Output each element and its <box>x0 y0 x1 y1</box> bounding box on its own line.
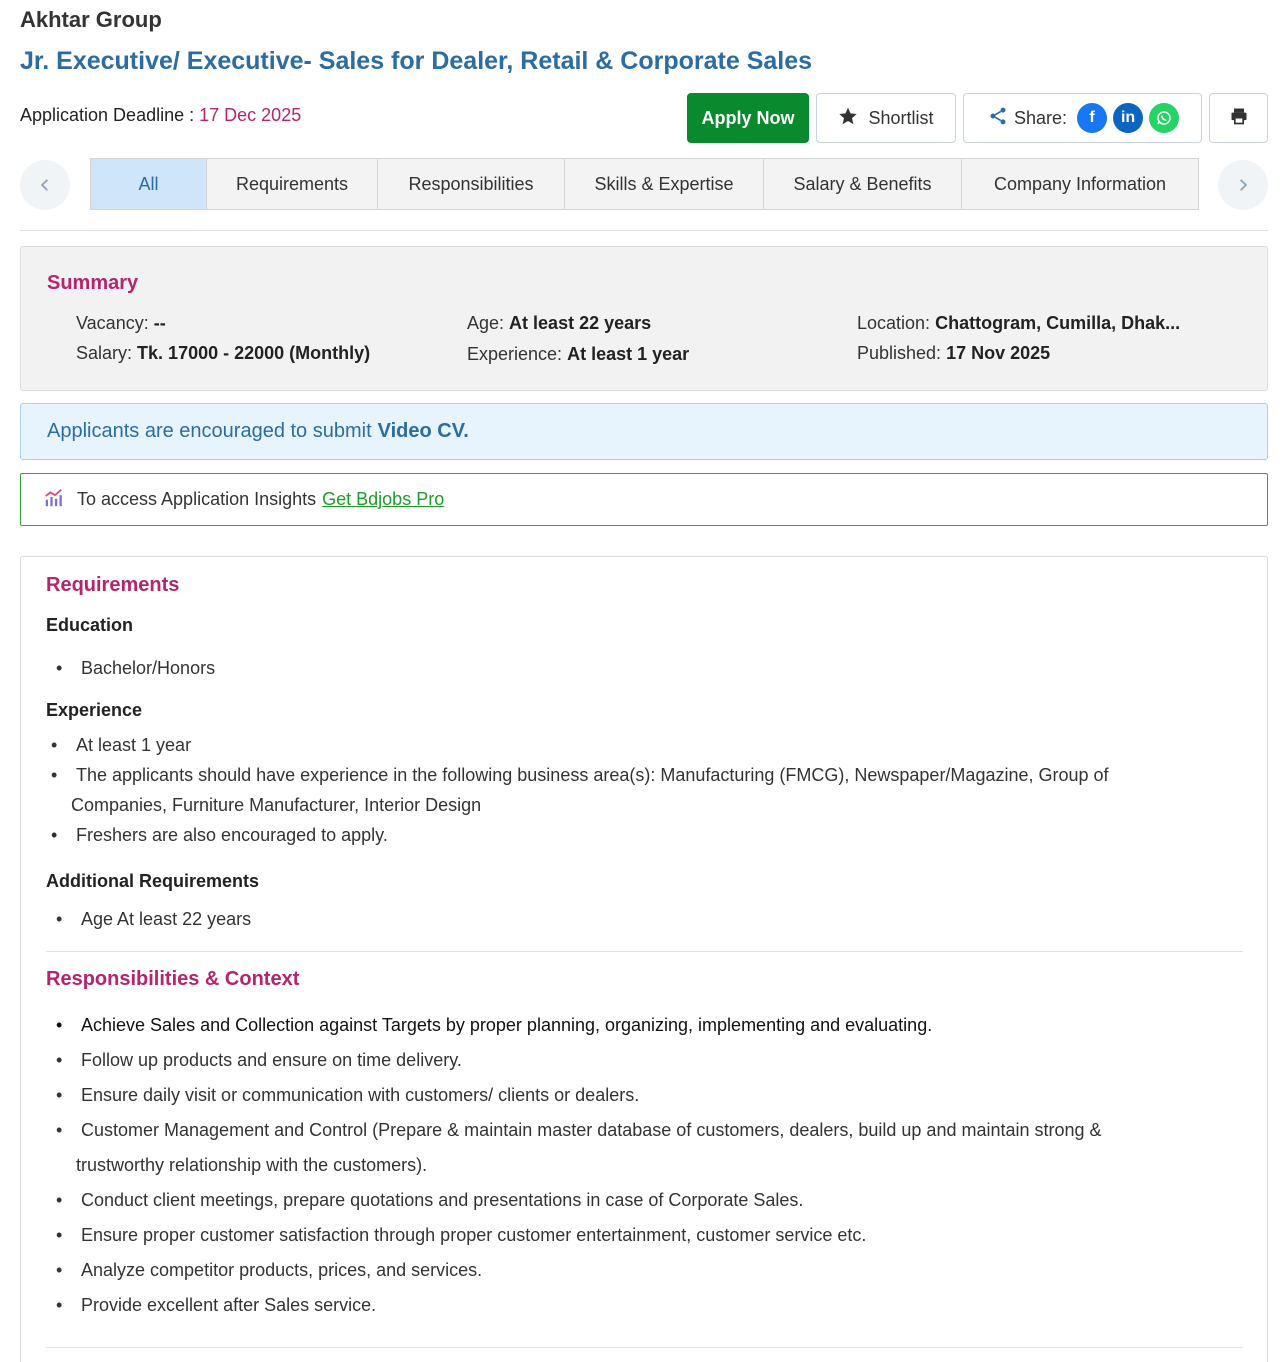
salary-value: Tk. 17000 - 22000 (Monthly) <box>137 343 371 363</box>
list-item: • Achieve Sales and Collection against Targets by proper planning, organizing, implementing and evaluating. <box>56 1015 933 1035</box>
chevron-right-icon <box>1236 172 1250 198</box>
additional-item: Age At least 22 years <box>81 909 252 929</box>
application-deadline <box>20 105 301 126</box>
facebook-icon[interactable]: f <box>1077 103 1107 133</box>
list-item: • Conduct client meetings, prepare quotations and presentations in case of Corporate Sales. <box>56 1190 804 1210</box>
get-bdjobs-pro-link[interactable]: Get Bdjobs Pro <box>322 489 445 509</box>
share-label: Share: <box>1014 107 1068 128</box>
experience-value: At least 1 year <box>567 344 690 364</box>
age-label: Age: <box>467 313 505 333</box>
chevron-left-icon <box>38 172 52 198</box>
age-field <box>467 313 651 334</box>
list-item: • Ensure proper customer satisfaction through proper customer entertainment, customer service etc. <box>56 1225 867 1245</box>
whatsapp-icon[interactable] <box>1149 103 1179 133</box>
tabs-prev-button[interactable] <box>20 160 70 210</box>
list-item-continuation <box>71 795 481 816</box>
star-icon <box>838 106 858 131</box>
experience-field <box>467 344 689 365</box>
additional-requirements-title: Additional Requirements <box>46 871 260 891</box>
tab-skills-expertise[interactable]: Skills & Expertise <box>565 159 764 209</box>
list-item: • Age At least 22 years <box>56 909 252 929</box>
deadline-date: 17 Dec 2025 <box>199 105 302 125</box>
list-item: • Analyze competitor products, prices, and services. <box>56 1260 483 1280</box>
responsibility-item: Achieve Sales and Collection against Targets by proper planning, organizing, implementing and evaluating. <box>81 1015 933 1035</box>
insights-notice <box>20 473 1268 526</box>
published-field <box>857 343 1050 364</box>
responsibility-item: trustworthy relationship with the customers). <box>76 1155 428 1175</box>
responsibility-item: Provide excellent after Sales service. <box>81 1295 377 1315</box>
header-divider <box>20 230 1268 231</box>
education-item: Bachelor/Honors <box>81 658 216 678</box>
apply-now-button[interactable]: Apply Now <box>687 93 809 143</box>
responsibility-item: Ensure proper customer satisfaction through proper customer entertainment, customer service etc. <box>81 1225 867 1245</box>
tab-company-information[interactable]: Company Information <box>993 173 1167 194</box>
list-item: • Provide excellent after Sales service. <box>56 1295 377 1315</box>
salary-field <box>76 343 370 364</box>
tab-requirements[interactable]: Requirements <box>207 159 378 209</box>
company-name: Akhtar Group <box>20 7 162 32</box>
summary-panel <box>20 246 1268 391</box>
experience-item: At least 1 year <box>76 735 192 755</box>
location-field <box>857 313 1180 334</box>
requirements-title: Requirements <box>46 574 180 596</box>
insights-text: To access Application Insights <box>77 489 317 509</box>
experience-item: Companies, Furniture Manufacturer, Interior Design <box>71 795 482 815</box>
list-item: • The applicants should have experience in the following business area(s): Manufacturing (FMCG), Newspaper/Magazine, Group of <box>51 765 1109 785</box>
chart-icon <box>43 486 65 513</box>
responsibility-item: Analyze competitor products, prices, and services. <box>81 1260 483 1280</box>
education-title: Education <box>46 615 134 635</box>
list-item: • Bachelor/Honors <box>56 658 216 678</box>
published-label: Published: <box>857 343 942 363</box>
published-value: 17 Nov 2025 <box>946 343 1051 363</box>
vacancy-value: -- <box>153 313 166 333</box>
responsibility-item: Follow up products and ensure on time delivery. <box>81 1050 462 1070</box>
video-cv-notice <box>20 403 1268 460</box>
experience-item: The applicants should have experience in the following business area(s): Manufacturing (FMCG), Newspaper/Magazine, Group of <box>76 765 1109 785</box>
location-label: Location: <box>857 313 931 333</box>
tab-all[interactable]: All <box>91 159 207 209</box>
deadline-label: Application Deadline : <box>20 105 195 125</box>
job-title: Jr. Executive/ Executive- Sales for Dealer, Retail & Corporate Sales <box>20 47 813 75</box>
job-details-panel <box>20 556 1268 1362</box>
shortlist-label: Shortlist <box>868 107 934 128</box>
list-item: • Follow up products and ensure on time delivery. <box>56 1050 462 1070</box>
responsibility-item: Conduct client meetings, prepare quotations and presentations in case of Corporate Sales. <box>81 1190 804 1210</box>
printer-icon <box>1229 106 1249 131</box>
list-item: • Customer Management and Control (Prepare & maintain master database of customers, dealers, build up and maintain strong & <box>56 1120 1102 1140</box>
responsibilities-title: Responsibilities & Context <box>46 968 300 990</box>
tab-responsibilities[interactable]: Responsibilities <box>378 159 565 209</box>
print-button[interactable] <box>1209 93 1268 143</box>
shortlist-button[interactable] <box>816 93 956 143</box>
experience-item: Freshers are also encouraged to apply. <box>76 825 388 845</box>
share-icon <box>988 106 1008 131</box>
vacancy-field <box>76 313 166 334</box>
experience-title: Experience <box>46 700 143 720</box>
tabs-next-button[interactable] <box>1218 160 1268 210</box>
list-item: • At least 1 year <box>51 735 192 755</box>
video-cv-text: Applicants are encouraged to submit <box>47 420 372 442</box>
section-divider <box>46 1347 1243 1348</box>
list-item: • Ensure daily visit or communication with customers/ clients or dealers. <box>56 1085 640 1105</box>
linkedin-icon[interactable]: in <box>1113 103 1143 133</box>
experience-label: Experience: <box>467 344 563 364</box>
share-box <box>963 93 1202 143</box>
section-divider <box>46 951 1243 952</box>
video-cv-highlight: Video CV. <box>377 420 469 442</box>
tab-salary-benefits[interactable]: Salary & Benefits <box>764 159 962 209</box>
salary-label: Salary: <box>76 343 133 363</box>
responsibility-item: Ensure daily visit or communication with customers/ clients or dealers. <box>81 1085 640 1105</box>
summary-title: Summary <box>47 272 139 294</box>
section-tabs <box>90 158 1199 210</box>
list-item-continuation <box>76 1155 427 1176</box>
vacancy-label: Vacancy: <box>76 313 149 333</box>
responsibility-item: Customer Management and Control (Prepare & maintain master database of customers, dealers, build up and maintain strong & <box>81 1120 1102 1140</box>
list-item: • Freshers are also encouraged to apply. <box>51 825 388 845</box>
location-value: Chattogram, Cumilla, Dhak... <box>935 313 1181 333</box>
age-value: At least 22 years <box>509 313 652 333</box>
